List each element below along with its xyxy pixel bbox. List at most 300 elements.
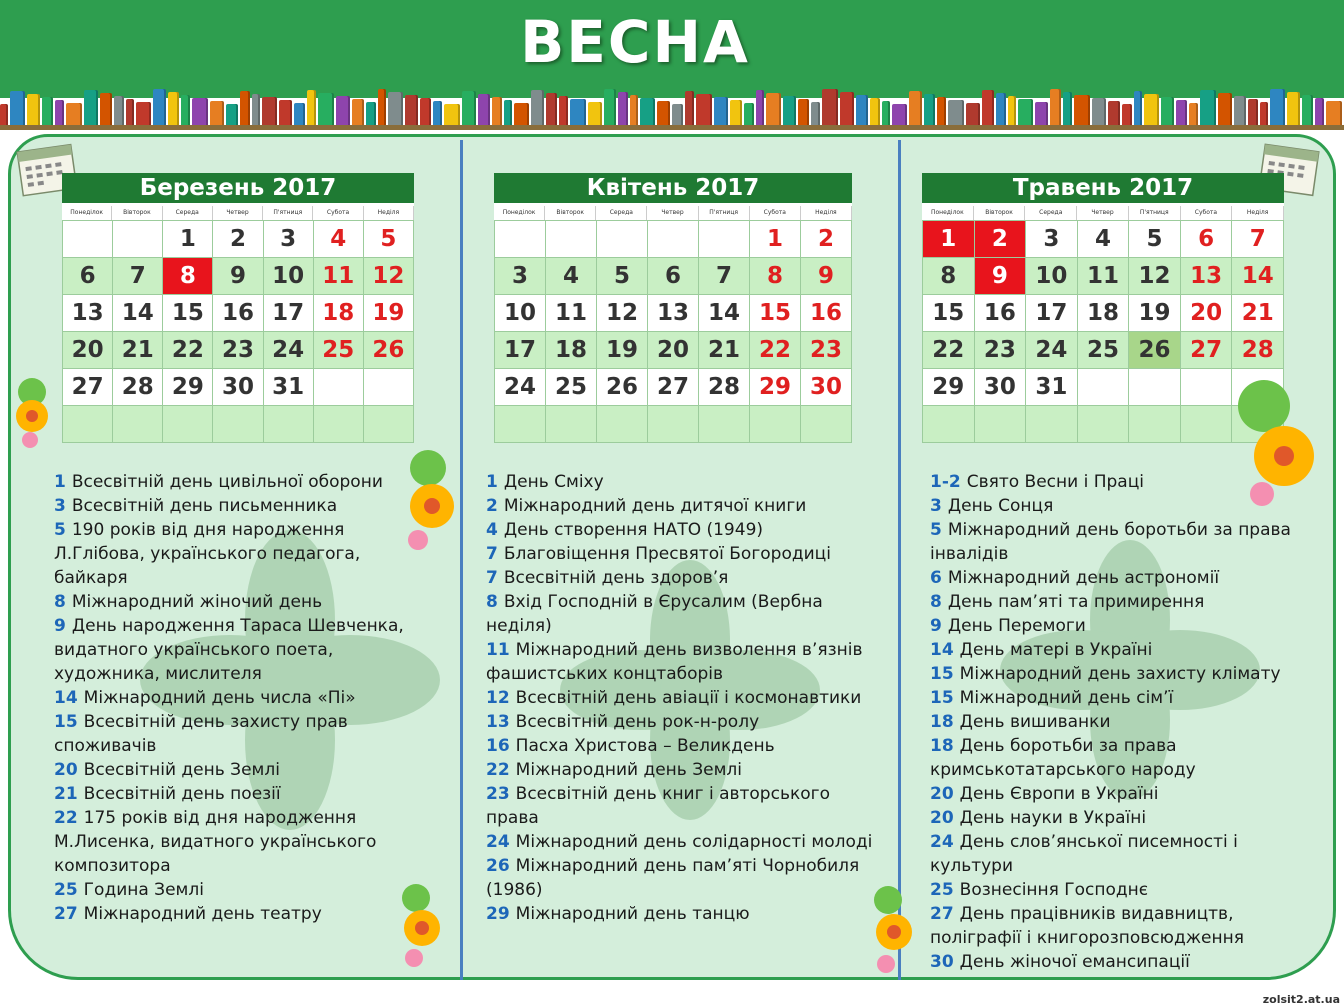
- event-date: 27: [930, 904, 954, 924]
- event-text: День народження Тараса Шевченка, видатного українського поета, художника, мислителя: [54, 616, 404, 684]
- weekday-label: Четвер: [213, 206, 263, 220]
- empty-cell: [597, 221, 648, 258]
- flower-icon: [858, 882, 928, 982]
- day-cell: 5: [597, 258, 648, 295]
- day-cell: 26: [1129, 332, 1181, 369]
- day-cell: 27: [1181, 332, 1233, 369]
- site-credit: zolsit2.at.ua: [1262, 993, 1340, 1006]
- weekday-label: Середа: [1025, 206, 1077, 220]
- day-cell: 25: [314, 332, 364, 369]
- weekday-label: Субота: [313, 206, 363, 220]
- event-text: Міжнародний день боротьби за права інвалідів: [930, 520, 1291, 564]
- event-item: [486, 470, 886, 494]
- day-cell: 18: [1078, 295, 1130, 332]
- empty-cell: [597, 406, 648, 443]
- event-text: День Перемоги: [947, 616, 1086, 636]
- book-decoration: [1200, 90, 1216, 130]
- events-march: [54, 470, 404, 926]
- day-cell: 7: [1232, 221, 1284, 258]
- day-cell: 22: [163, 332, 213, 369]
- column-divider: [460, 140, 463, 980]
- flower-icon: [388, 446, 468, 556]
- weekday-label: Понеділок: [922, 206, 974, 220]
- event-date: 24: [486, 832, 510, 852]
- day-cell: 2: [975, 221, 1027, 258]
- event-date: 11: [486, 640, 510, 660]
- day-cell: 12: [364, 258, 414, 295]
- day-cell: 7: [113, 258, 163, 295]
- empty-cell: [495, 221, 546, 258]
- empty-cell: [699, 221, 750, 258]
- empty-cell: [63, 221, 113, 258]
- event-date: 1: [54, 472, 66, 492]
- event-item: [486, 494, 886, 518]
- empty-cell: [1129, 406, 1181, 443]
- event-date: 22: [54, 808, 78, 828]
- calendar-april: [494, 173, 852, 443]
- event-item: [930, 950, 1320, 974]
- day-cell: 28: [1232, 332, 1284, 369]
- day-cell: 17: [264, 295, 314, 332]
- event-text: Міжнародний день числа «Пі»: [83, 688, 356, 708]
- day-cell: 20: [1181, 295, 1233, 332]
- day-cell: 21: [113, 332, 163, 369]
- day-cell: 6: [63, 258, 113, 295]
- bookshelf-decoration: [0, 86, 1344, 130]
- event-text: Міжнародний день визволення в’язнів фашистських концтаборів: [486, 640, 863, 684]
- empty-cell: [1129, 369, 1181, 406]
- empty-cell: [1026, 406, 1078, 443]
- event-text: Всесвітній день Землі: [83, 760, 280, 780]
- weekday-label: П'ятниця: [699, 206, 750, 220]
- day-cell: 2: [801, 221, 852, 258]
- day-cell: 25: [546, 369, 597, 406]
- event-item: [486, 542, 886, 566]
- event-item: [930, 806, 1320, 830]
- day-cell: 10: [495, 295, 546, 332]
- event-text: Всесвітній день цивільної оборони: [71, 472, 383, 492]
- book-decoration: [604, 89, 616, 130]
- event-item: [54, 878, 404, 902]
- event-text: 190 років від дня народження Л.Глібова, українського педагога, байкаря: [54, 520, 361, 588]
- event-item: [486, 566, 886, 590]
- flower-icon: [2, 372, 64, 452]
- empty-cell: [1078, 406, 1130, 443]
- month-title: Травень 2017: [922, 173, 1284, 206]
- day-cell: 20: [648, 332, 699, 369]
- day-cell: 23: [213, 332, 263, 369]
- event-text: День слов’янської писемності і культури: [930, 832, 1238, 876]
- day-cell: 5: [1129, 221, 1181, 258]
- day-cell: 27: [648, 369, 699, 406]
- day-cell: 23: [975, 332, 1027, 369]
- day-cell: 22: [750, 332, 801, 369]
- column-divider: [898, 140, 901, 980]
- event-text: Година Землі: [83, 880, 204, 900]
- day-cell: 21: [1232, 295, 1284, 332]
- event-item: [930, 782, 1320, 806]
- event-date: 15: [54, 712, 78, 732]
- event-item: [930, 566, 1320, 590]
- day-cell: 13: [63, 295, 113, 332]
- event-date: 7: [486, 544, 498, 564]
- weekday-label: Середа: [163, 206, 213, 220]
- event-text: День пам’яті та примирення: [947, 592, 1205, 612]
- event-text: Всесвітній день поезії: [83, 784, 281, 804]
- weekday-label: Неділя: [364, 206, 414, 220]
- day-cell: 26: [597, 369, 648, 406]
- event-text: День жіночої емансипації: [959, 952, 1190, 972]
- event-item: [486, 638, 886, 686]
- book-decoration: [307, 90, 316, 130]
- event-item: [930, 662, 1320, 686]
- day-cell: 13: [1181, 258, 1233, 295]
- event-item: [930, 638, 1320, 662]
- day-cell: 9: [975, 258, 1027, 295]
- day-cell: 31: [1026, 369, 1078, 406]
- event-date: 5: [930, 520, 942, 540]
- empty-cell: [364, 406, 414, 443]
- events-may: [930, 470, 1320, 974]
- event-date: 4: [486, 520, 498, 540]
- event-date: 18: [930, 736, 954, 756]
- event-text: Благовіщення Пресвятої Богородиці: [503, 544, 831, 564]
- day-cell: 11: [546, 295, 597, 332]
- event-date: 13: [486, 712, 510, 732]
- event-item: [54, 806, 404, 878]
- event-item: [930, 902, 1320, 950]
- event-date: 8: [930, 592, 942, 612]
- day-cell: 16: [801, 295, 852, 332]
- empty-cell: [699, 406, 750, 443]
- calendar-march: [62, 173, 414, 443]
- event-date: 27: [54, 904, 78, 924]
- event-text: День працівників видавництв, поліграфії і книгорозповсюдження: [930, 904, 1244, 948]
- event-text: День Сміху: [503, 472, 604, 492]
- event-date: 21: [54, 784, 78, 804]
- book-decoration: [822, 89, 838, 130]
- day-cell: 28: [113, 369, 163, 406]
- event-item: [54, 470, 404, 494]
- event-item: [930, 710, 1320, 734]
- weekday-label: Середа: [596, 206, 647, 220]
- event-date: 29: [486, 904, 510, 924]
- event-date: 5: [54, 520, 66, 540]
- event-item: [54, 518, 404, 590]
- event-text: Всесвітній день письменника: [71, 496, 338, 516]
- empty-cell: [750, 406, 801, 443]
- event-text: 175 років від дня народження М.Лисенка, видатного українського композитора: [54, 808, 377, 876]
- event-item: [486, 734, 886, 758]
- event-date: 6: [930, 568, 942, 588]
- event-text: Всесвітній день книг і авторського права: [486, 784, 830, 828]
- flower-icon: [386, 880, 456, 970]
- book-decoration: [378, 89, 386, 130]
- day-cell: 30: [213, 369, 263, 406]
- event-item: [486, 854, 886, 902]
- day-cell: 6: [648, 258, 699, 295]
- day-cell: 19: [597, 332, 648, 369]
- empty-cell: [113, 221, 163, 258]
- day-cell: 11: [314, 258, 364, 295]
- event-text: Міжнародний день сім’ї: [959, 688, 1174, 708]
- weekday-label: Вівторок: [545, 206, 596, 220]
- event-date: 20: [54, 760, 78, 780]
- event-item: [486, 590, 886, 638]
- day-cell: 8: [923, 258, 975, 295]
- weekday-label: Неділя: [1232, 206, 1284, 220]
- event-item: [486, 518, 886, 542]
- event-text: Всесвітній день захисту прав споживачів: [54, 712, 348, 756]
- event-item: [54, 758, 404, 782]
- day-cell: 9: [801, 258, 852, 295]
- event-item: [54, 686, 404, 710]
- event-date: 9: [930, 616, 942, 636]
- book-decoration: [84, 90, 98, 130]
- empty-cell: [63, 406, 113, 443]
- book-decoration: [1050, 89, 1061, 130]
- event-item: [930, 686, 1320, 710]
- empty-cell: [648, 221, 699, 258]
- event-date: 14: [54, 688, 78, 708]
- weekday-label: Субота: [750, 206, 801, 220]
- day-cell: 29: [163, 369, 213, 406]
- day-cell: 20: [63, 332, 113, 369]
- day-cell: 15: [750, 295, 801, 332]
- empty-cell: [975, 406, 1027, 443]
- day-cell: 23: [801, 332, 852, 369]
- day-cell: 15: [923, 295, 975, 332]
- day-cell: 30: [801, 369, 852, 406]
- day-cell: 11: [1078, 258, 1130, 295]
- event-date: 18: [930, 712, 954, 732]
- day-cell: 29: [750, 369, 801, 406]
- empty-cell: [1078, 369, 1130, 406]
- event-item: [486, 830, 886, 854]
- weekday-label: Четвер: [1077, 206, 1129, 220]
- weekday-label: П'ятниця: [263, 206, 313, 220]
- event-text: Свято Весни і Праці: [966, 472, 1144, 492]
- event-text: Міжнародний жіночий день: [71, 592, 323, 612]
- empty-cell: [314, 406, 364, 443]
- day-cell: 4: [1078, 221, 1130, 258]
- event-date: 30: [930, 952, 954, 972]
- event-date: 15: [930, 664, 954, 684]
- empty-cell: [314, 369, 364, 406]
- day-cell: 18: [546, 332, 597, 369]
- event-item: [930, 878, 1320, 902]
- event-date: 22: [486, 760, 510, 780]
- day-cell: 17: [495, 332, 546, 369]
- day-cell: 18: [314, 295, 364, 332]
- event-date: 12: [486, 688, 510, 708]
- month-title: Квітень 2017: [494, 173, 852, 206]
- event-item: [54, 782, 404, 806]
- event-item: [930, 590, 1320, 614]
- event-text: Пасха Христова – Великдень: [515, 736, 775, 756]
- day-cell: 8: [750, 258, 801, 295]
- event-text: День матері в Україні: [959, 640, 1153, 660]
- event-item: [54, 902, 404, 926]
- weekday-header: [62, 206, 414, 220]
- event-text: Міжнародний день захисту клімату: [959, 664, 1281, 684]
- empty-cell: [213, 406, 263, 443]
- event-item: [486, 686, 886, 710]
- flower-icon: [1212, 372, 1332, 512]
- event-date: 25: [930, 880, 954, 900]
- day-cell: 6: [1181, 221, 1233, 258]
- event-text: День вишиванки: [959, 712, 1111, 732]
- day-cell: 4: [546, 258, 597, 295]
- weekday-label: Субота: [1181, 206, 1233, 220]
- book-decoration: [756, 90, 764, 130]
- weekday-label: Четвер: [647, 206, 698, 220]
- weekday-header: [494, 206, 852, 220]
- event-date: 3: [930, 496, 942, 516]
- day-cell: 22: [923, 332, 975, 369]
- event-date: 16: [486, 736, 510, 756]
- day-cell: 4: [314, 221, 364, 258]
- day-cell: 25: [1078, 332, 1130, 369]
- day-cell: 27: [63, 369, 113, 406]
- weekday-label: П'ятниця: [1129, 206, 1181, 220]
- event-date: 1-2: [930, 472, 961, 492]
- day-cell: 10: [1026, 258, 1078, 295]
- event-date: 7: [486, 568, 498, 588]
- event-text: Вхід Господній в Єрусалим (Вербна неділя): [486, 592, 823, 636]
- book-decoration: [982, 90, 994, 130]
- events-april: [486, 470, 886, 926]
- event-date: 20: [930, 784, 954, 804]
- day-cell: 17: [1026, 295, 1078, 332]
- day-cell: 16: [213, 295, 263, 332]
- day-cell: 1: [923, 221, 975, 258]
- day-cell: 2: [213, 221, 263, 258]
- day-cell: 14: [113, 295, 163, 332]
- event-text: Вознесіння Господнє: [959, 880, 1149, 900]
- event-date: 8: [486, 592, 498, 612]
- event-item: [486, 782, 886, 830]
- event-text: Всесвітній день авіації і космонавтики: [515, 688, 862, 708]
- day-cell: 3: [495, 258, 546, 295]
- day-cell: 3: [264, 221, 314, 258]
- day-cell: 24: [1026, 332, 1078, 369]
- day-cell: 8: [163, 258, 213, 295]
- book-decoration: [1270, 89, 1285, 130]
- day-cell: 9: [213, 258, 263, 295]
- event-item: [54, 494, 404, 518]
- day-cell: 28: [699, 369, 750, 406]
- event-text: Міжнародний день танцю: [515, 904, 750, 924]
- empty-cell: [163, 406, 213, 443]
- weekday-header: [922, 206, 1284, 220]
- weekday-label: Неділя: [801, 206, 852, 220]
- empty-cell: [546, 406, 597, 443]
- empty-cell: [648, 406, 699, 443]
- weekday-label: Вівторок: [974, 206, 1026, 220]
- day-grid: [494, 220, 852, 443]
- event-text: Всесвітній день здоров’я: [503, 568, 729, 588]
- day-cell: 19: [1129, 295, 1181, 332]
- day-cell: 12: [597, 295, 648, 332]
- empty-cell: [495, 406, 546, 443]
- event-date: 9: [54, 616, 66, 636]
- weekday-label: Вівторок: [112, 206, 162, 220]
- page-title: ВЕСНА: [520, 8, 750, 76]
- empty-cell: [923, 406, 975, 443]
- event-item: [486, 710, 886, 734]
- event-date: 1: [486, 472, 498, 492]
- day-cell: 16: [975, 295, 1027, 332]
- event-item: [930, 734, 1320, 782]
- day-cell: 30: [975, 369, 1027, 406]
- day-cell: 24: [495, 369, 546, 406]
- event-item: [54, 710, 404, 758]
- day-cell: 1: [163, 221, 213, 258]
- event-date: 2: [486, 496, 498, 516]
- event-text: Міжнародний день пам’яті Чорнобиля (1986): [486, 856, 860, 900]
- weekday-label: Понеділок: [62, 206, 112, 220]
- event-item: [54, 590, 404, 614]
- event-date: 14: [930, 640, 954, 660]
- event-item: [930, 518, 1320, 566]
- book-decoration: [153, 89, 166, 130]
- event-text: Всесвітній день рок-н-ролу: [515, 712, 760, 732]
- event-item: [930, 830, 1320, 878]
- event-date: 8: [54, 592, 66, 612]
- day-cell: 14: [699, 295, 750, 332]
- empty-cell: [113, 406, 163, 443]
- event-text: День створення НАТО (1949): [503, 520, 764, 540]
- day-cell: 26: [364, 332, 414, 369]
- weekday-label: Понеділок: [494, 206, 545, 220]
- day-cell: 24: [264, 332, 314, 369]
- event-date: 20: [930, 808, 954, 828]
- day-grid: [62, 220, 414, 443]
- empty-cell: [546, 221, 597, 258]
- day-cell: 29: [923, 369, 975, 406]
- day-cell: 14: [1232, 258, 1284, 295]
- day-cell: 31: [264, 369, 314, 406]
- event-text: Міжнародний день Землі: [515, 760, 742, 780]
- day-cell: 21: [699, 332, 750, 369]
- event-text: День Сонця: [947, 496, 1054, 516]
- day-cell: 19: [364, 295, 414, 332]
- day-cell: 1: [750, 221, 801, 258]
- event-text: День Європи в Україні: [959, 784, 1159, 804]
- event-date: 25: [54, 880, 78, 900]
- event-text: День боротьби за права кримськотатарського народу: [930, 736, 1196, 780]
- day-cell: 13: [648, 295, 699, 332]
- event-text: Міжнародний день солідарності молоді: [515, 832, 873, 852]
- event-item: [486, 758, 886, 782]
- book-decoration: [531, 90, 544, 130]
- event-date: 24: [930, 832, 954, 852]
- event-date: 15: [930, 688, 954, 708]
- day-cell: 12: [1129, 258, 1181, 295]
- month-title: Березень 2017: [62, 173, 414, 206]
- event-item: [930, 614, 1320, 638]
- event-item: [486, 902, 886, 926]
- empty-cell: [364, 369, 414, 406]
- day-cell: 15: [163, 295, 213, 332]
- day-cell: 7: [699, 258, 750, 295]
- day-cell: 3: [1026, 221, 1078, 258]
- event-text: Міжнародний день дитячої книги: [503, 496, 807, 516]
- empty-cell: [801, 406, 852, 443]
- empty-cell: [264, 406, 314, 443]
- event-date: 3: [54, 496, 66, 516]
